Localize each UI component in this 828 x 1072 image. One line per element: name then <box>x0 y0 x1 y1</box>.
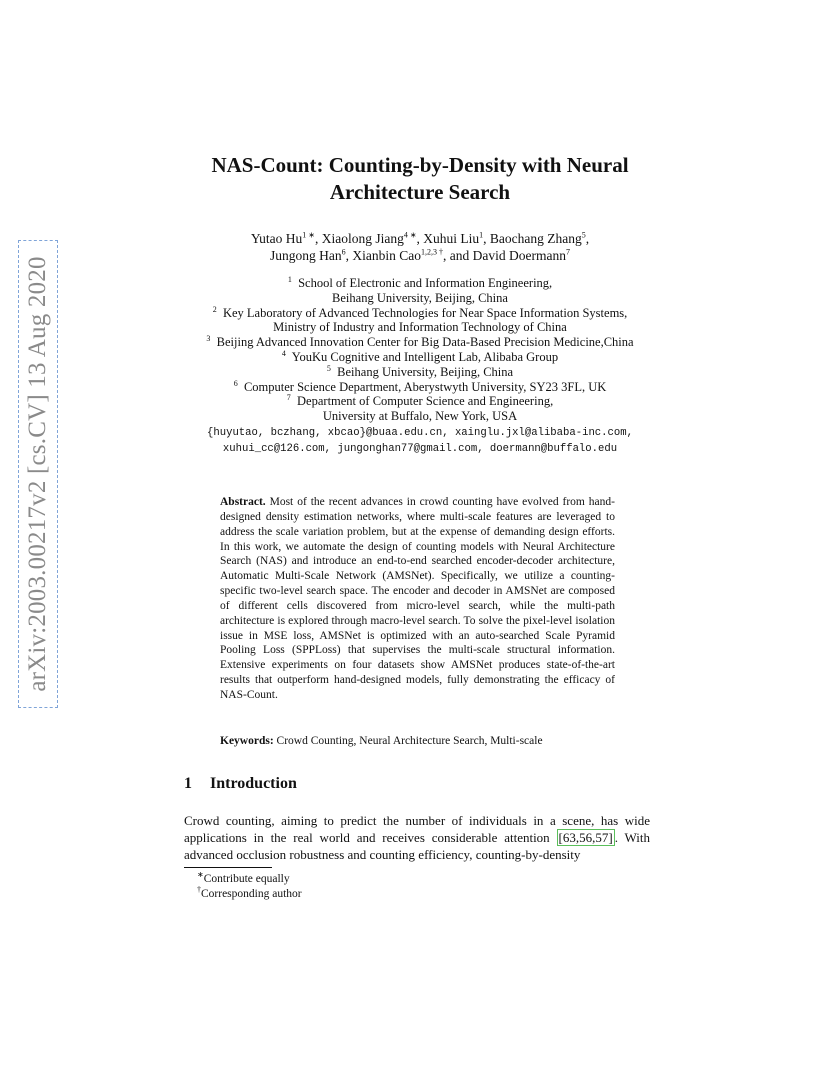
affiliation-mark: 3 <box>206 334 211 344</box>
author-affil-mark: 7 <box>565 247 570 257</box>
footnote <box>197 887 302 902</box>
author-name: Jungong Han <box>270 248 342 263</box>
keywords-label: Keywords: <box>220 735 274 747</box>
affiliation-text: Key Laboratory of Advanced Technologies for Near Space Information Systems, <box>222 305 628 320</box>
footnotes <box>197 872 302 902</box>
intro-text: . With advanced occlusion robustness and counting efficiency, counting-by-density <box>184 830 650 862</box>
section-heading <box>184 775 297 793</box>
email-list <box>140 425 700 457</box>
affiliation-mark: 4 <box>281 348 286 358</box>
section-number: 1 <box>184 775 192 792</box>
affiliation-mark: 7 <box>286 393 291 403</box>
affiliation-mark: 1 <box>287 274 292 284</box>
affiliation-text: Beihang University, Beijing, China <box>332 290 508 305</box>
affiliation-text: YouKu Cognitive and Intelligent Lab, Alibaba Group <box>291 349 559 364</box>
affiliation-text: School of Electronic and Information Engineering, <box>298 276 553 290</box>
footnote-mark: † <box>197 885 201 895</box>
affiliation-line <box>150 409 690 424</box>
intro-text: Crowd counting, aiming to predict the number of individuals in a scene, has wide applications in the real world and receives considerable attention <box>184 813 650 845</box>
email-line-2: xuhui_cc@126.com, jungonghan77@gmail.com, doermann@buffalo.edu <box>222 443 618 455</box>
affiliation-text: University at Buffalo, New York, USA <box>322 409 518 424</box>
author-affil-mark: 1,2,3 † <box>421 247 444 257</box>
author-list <box>170 230 670 264</box>
affiliation-text: Computer Science Department, Aberystwyth University, SY23 3FL, UK <box>243 379 607 394</box>
abstract-text: Most of the recent advances in crowd counting have evolved from hand-designed density estimation networks, where multi-scale features are leveraged to address the scale variation problem, but at the expense of demanding design efforts. In this work, we automate the design of counting models with Neural Architecture Search (NAS) and introduce an end-to-end searched encoder-decoder architecture, Automatic Multi-Scale Network (AMSNet). Specifically, we utilize a counting-specific two-level search space. The encoder and decoder in AMSNet are composed of different cells discovered from micro-level search, while the multi-path architecture is explored through macro-level search. To solve the pixel-level isolation issue in MSE loss, AMSNet is optimized with an auto-searched Scale Pyramid Pooling Loss (SPPLoss) that supervises the multi-scale structural information. Extensive experiments on four datasets show AMSNet produces state-of-the-art results that outperform hand-designed models, fully demonstrating the efficacy of NAS-Count. <box>220 496 615 701</box>
footnote-rule <box>184 867 272 868</box>
author-name: , and David Doermann <box>443 248 566 263</box>
affiliation-line <box>150 320 690 335</box>
footnote <box>197 872 302 887</box>
affiliation-line <box>150 276 690 291</box>
author-line-2 <box>170 247 670 264</box>
author-affil-mark: 6 <box>341 247 346 257</box>
author-separator: , <box>585 231 590 246</box>
email-line-1: {huyutao, bczhang, xbcao}@buaa.edu.cn, xainglu.jxl@alibaba-inc.com, <box>207 427 633 439</box>
footnote-text: Contribute equally <box>203 873 290 885</box>
abstract <box>220 495 615 703</box>
footnote-mark: ∗ <box>197 870 204 880</box>
intro-paragraph <box>184 812 650 863</box>
affiliation-mark: 5 <box>326 363 331 373</box>
author-line-1 <box>170 230 670 247</box>
affiliation-line <box>150 291 690 306</box>
title-line-1: NAS-Count: Counting-by-Density with Neural <box>211 153 629 177</box>
arxiv-identifier: arXiv:2003.00217v2 [cs.CV] 13 Aug 2020 <box>24 256 51 692</box>
author-name: , Xuhui Liu <box>416 231 480 246</box>
author-name: , Xianbin Cao <box>345 248 422 263</box>
author-name: Yutao Hu <box>250 231 303 246</box>
affiliation-text: Beihang University, Beijing, China <box>337 364 514 379</box>
affiliation-list <box>150 276 690 424</box>
paper-title <box>160 152 680 206</box>
affiliation-mark: 2 <box>212 304 217 314</box>
author-affil-mark: 4 ∗ <box>403 230 417 240</box>
citation-link[interactable]: [63,56,57] <box>558 830 613 845</box>
author-name: , Baochang Zhang <box>483 231 582 246</box>
author-affil-mark: 1 <box>479 230 484 240</box>
author-affil-mark: 5 <box>581 230 586 240</box>
arxiv-side-stamp <box>18 240 58 708</box>
affiliation-line <box>150 394 690 409</box>
abstract-label: Abstract. <box>220 496 266 508</box>
affiliation-mark: 6 <box>233 378 238 388</box>
affiliation-line <box>150 380 690 395</box>
title-line-2: Architecture Search <box>329 180 511 204</box>
affiliation-line <box>150 365 690 380</box>
section-title: Introduction <box>210 775 297 792</box>
author-name: , Xiaolong Jiang <box>314 231 404 246</box>
keywords <box>220 734 620 749</box>
affiliation-text: Department of Computer Science and Engineering, <box>297 394 554 409</box>
affiliation-text: Beijing Advanced Innovation Center for Big Data-Based Precision Medicine,China <box>216 335 634 350</box>
affiliation-line <box>150 306 690 321</box>
affiliation-line <box>150 335 690 350</box>
affiliation-line <box>150 350 690 365</box>
footnote-text: Corresponding author <box>201 888 302 900</box>
affiliation-text: Ministry of Industry and Information Technology of China <box>273 320 567 335</box>
author-affil-mark: 1 ∗ <box>302 230 315 240</box>
keywords-text: Crowd Counting, Neural Architecture Search, Multi-scale <box>276 735 543 747</box>
